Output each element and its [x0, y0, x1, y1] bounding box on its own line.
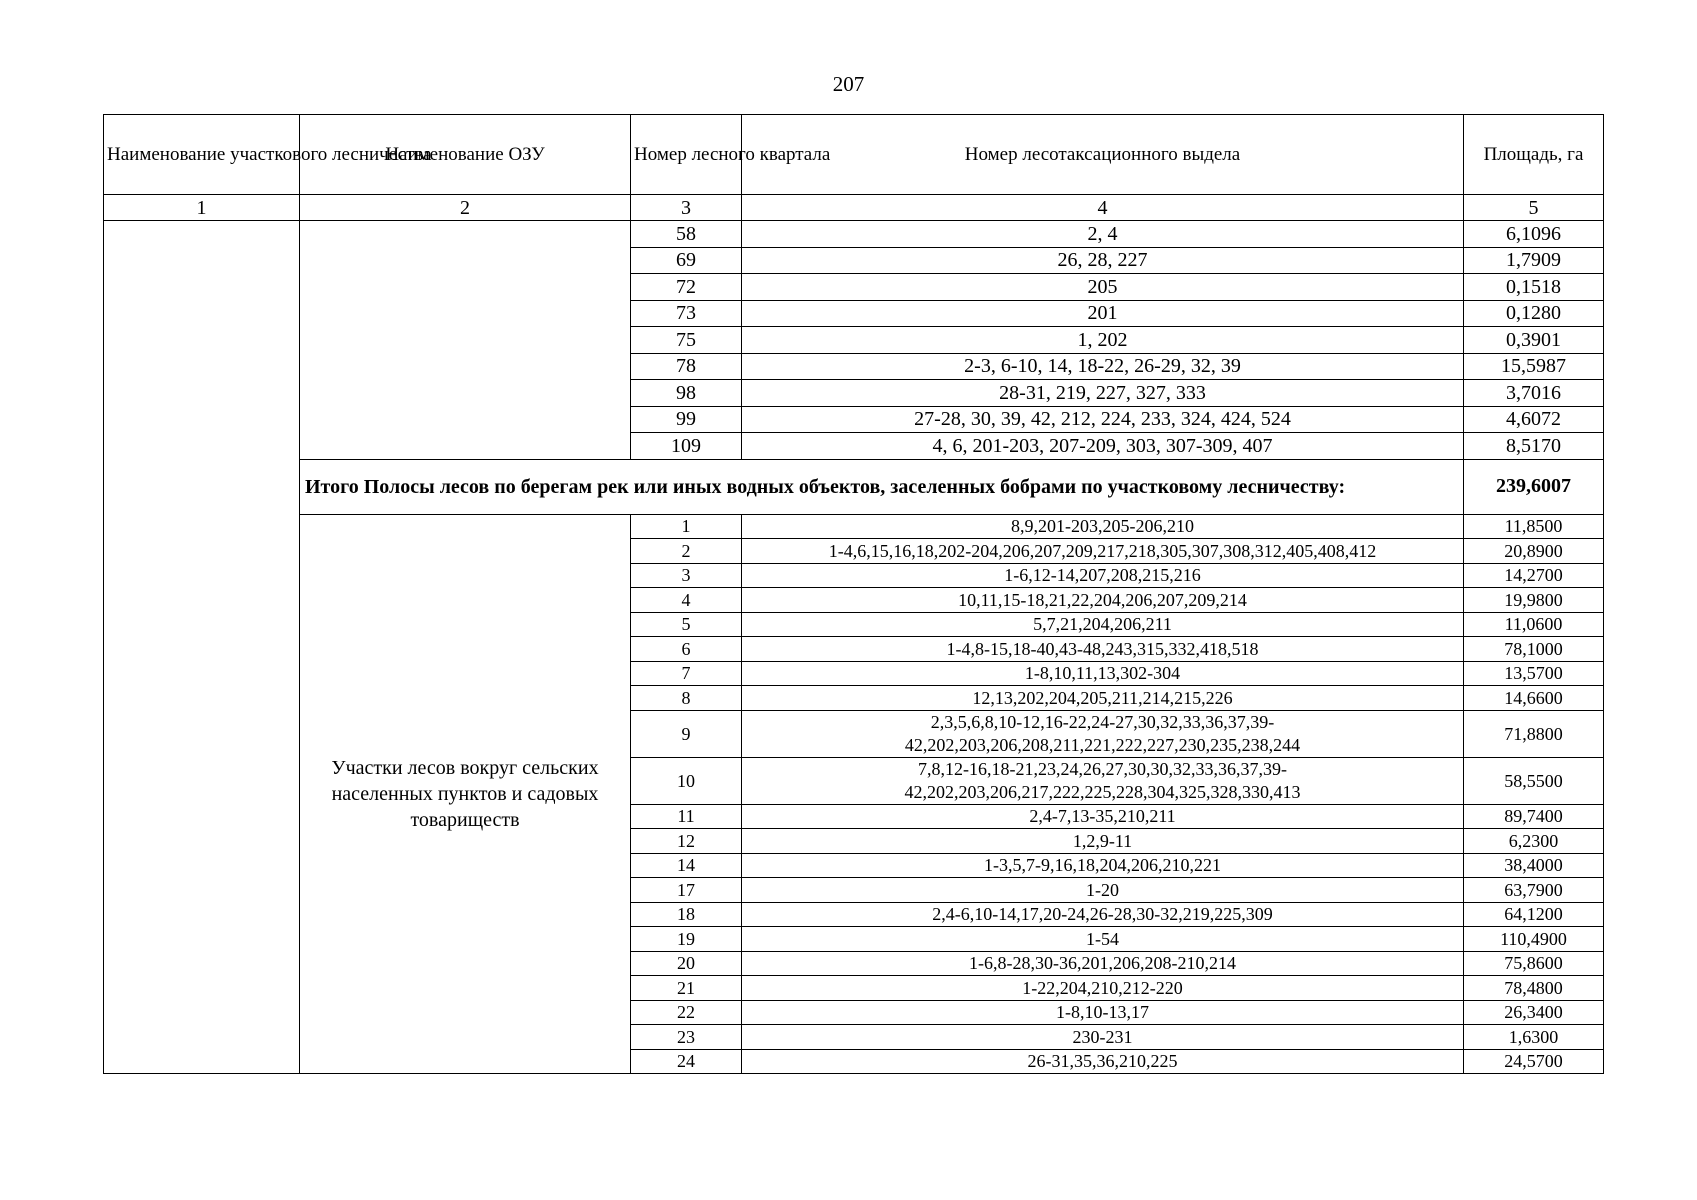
allotment-numbers: 2, 4: [742, 221, 1464, 248]
allotment-numbers: 2,3,5,6,8,10-12,16-22,24-27,30,32,33,36,37,39-42,202,203,206,208,211,221,222,227,230,235,238,244: [742, 710, 1464, 757]
quarter-number: 14: [631, 853, 742, 878]
quarter-number: 23: [631, 1025, 742, 1050]
ozu-name-cell: [300, 221, 631, 460]
area-value: 0,1280: [1464, 300, 1604, 327]
allotment-numbers: 4, 6, 201-203, 207-209, 303, 307-309, 407: [742, 433, 1464, 460]
quarter-number: 98: [631, 380, 742, 407]
quarter-number: 2: [631, 539, 742, 564]
quarter-number: 21: [631, 976, 742, 1001]
quarter-number: 73: [631, 300, 742, 327]
allotment-numbers: 7,8,12-16,18-21,23,24,26,27,30,30,32,33,36,37,39-42,202,203,206,217,222,225,228,304,325,328,330,413: [742, 757, 1464, 804]
quarter-number: 72: [631, 274, 742, 301]
header-row: [104, 115, 1604, 195]
quarter-number: 22: [631, 1000, 742, 1025]
area-value: 13,5700: [1464, 661, 1604, 686]
quarter-number: 69: [631, 247, 742, 274]
area-value: 20,8900: [1464, 539, 1604, 564]
area-value: 1,7909: [1464, 247, 1604, 274]
quarter-number: 8: [631, 686, 742, 711]
allotment-numbers: 2-3, 6-10, 14, 18-22, 26-29, 32, 39: [742, 353, 1464, 380]
allotment-numbers: 1-4,6,15,16,18,202-204,206,207,209,217,218,305,307,308,312,405,408,412: [742, 539, 1464, 564]
allotment-numbers: 2,4-7,13-35,210,211: [742, 804, 1464, 829]
allotment-numbers: 2,4-6,10-14,17,20-24,26-28,30-32,219,225,309: [742, 902, 1464, 927]
allotment-numbers: 1-22,204,210,212-220: [742, 976, 1464, 1001]
allotment-numbers: 26-31,35,36,210,225: [742, 1049, 1464, 1074]
allotment-numbers: 1-54: [742, 927, 1464, 952]
quarter-number: 12: [631, 829, 742, 854]
area-value: 4,6072: [1464, 406, 1604, 433]
column-number: 4: [742, 195, 1464, 221]
area-value: 1,6300: [1464, 1025, 1604, 1050]
quarter-number: 7: [631, 661, 742, 686]
area-value: 6,1096: [1464, 221, 1604, 248]
header-area: Площадь, га: [1464, 115, 1604, 195]
quarter-number: 24: [631, 1049, 742, 1074]
ozu-name-cell: Участки лесов вокруг сельских населенных пунктов и садовых товариществ: [300, 514, 631, 1074]
table-row: [104, 514, 1604, 539]
area-value: 19,9800: [1464, 588, 1604, 613]
allotment-numbers: 8,9,201-203,205-206,210: [742, 514, 1464, 539]
area-value: 8,5170: [1464, 433, 1604, 460]
area-value: 78,1000: [1464, 637, 1604, 662]
allotment-numbers: 1-4,8-15,18-40,43-48,243,315,332,418,518: [742, 637, 1464, 662]
allotment-numbers: 1-20: [742, 878, 1464, 903]
allotment-numbers: 1-6,8-28,30-36,201,206,208-210,214: [742, 951, 1464, 976]
area-value: 26,3400: [1464, 1000, 1604, 1025]
allotment-numbers: 26, 28, 227: [742, 247, 1464, 274]
column-number: 3: [631, 195, 742, 221]
quarter-number: 4: [631, 588, 742, 613]
allotment-numbers: 1-3,5,7-9,16,18,204,206,210,221: [742, 853, 1464, 878]
quarter-number: 3: [631, 563, 742, 588]
column-number: 1: [104, 195, 300, 221]
table-body: [104, 221, 1604, 1074]
allotment-numbers: 1-8,10,11,13,302-304: [742, 661, 1464, 686]
allotment-numbers: 10,11,15-18,21,22,204,206,207,209,214: [742, 588, 1464, 613]
header-allotment-number: Номер лесотаксационного выдела: [742, 115, 1464, 195]
quarter-number: 5: [631, 612, 742, 637]
area-value: 15,5987: [1464, 353, 1604, 380]
area-value: 11,0600: [1464, 612, 1604, 637]
quarter-number: 78: [631, 353, 742, 380]
quarter-number: 99: [631, 406, 742, 433]
allotment-numbers: 5,7,21,204,206,211: [742, 612, 1464, 637]
forest-plots-table: [103, 114, 1604, 1074]
column-number: 2: [300, 195, 631, 221]
area-value: 89,7400: [1464, 804, 1604, 829]
quarter-number: 109: [631, 433, 742, 460]
allotment-numbers: 1, 202: [742, 327, 1464, 354]
total-label: Итого Полосы лесов по берегам рек или иных водных объектов, заселенных бобрами по участковому лесничеству:: [300, 459, 1464, 514]
quarter-number: 10: [631, 757, 742, 804]
area-value: 63,7900: [1464, 878, 1604, 903]
allotment-numbers: 230-231: [742, 1025, 1464, 1050]
area-value: 24,5700: [1464, 1049, 1604, 1074]
quarter-number: 17: [631, 878, 742, 903]
quarter-number: 1: [631, 514, 742, 539]
area-value: 14,2700: [1464, 563, 1604, 588]
allotment-numbers: 28-31, 219, 227, 327, 333: [742, 380, 1464, 407]
table-row: [104, 221, 1604, 248]
quarter-number: 20: [631, 951, 742, 976]
column-number: 5: [1464, 195, 1604, 221]
total-value: 239,6007: [1464, 459, 1604, 514]
allotment-numbers: 27-28, 30, 39, 42, 212, 224, 233, 324, 424, 524: [742, 406, 1464, 433]
column-number-row: [104, 195, 1604, 221]
area-value: 11,8500: [1464, 514, 1604, 539]
area-value: 78,4800: [1464, 976, 1604, 1001]
area-value: 38,4000: [1464, 853, 1604, 878]
total-row: [104, 459, 1604, 514]
area-value: 0,1518: [1464, 274, 1604, 301]
area-value: 0,3901: [1464, 327, 1604, 354]
quarter-number: 58: [631, 221, 742, 248]
quarter-number: 19: [631, 927, 742, 952]
page-number: 207: [832, 72, 865, 96]
quarter-number: 9: [631, 710, 742, 757]
allotment-numbers: 1-8,10-13,17: [742, 1000, 1464, 1025]
area-value: 110,4900: [1464, 927, 1604, 952]
area-value: 75,8600: [1464, 951, 1604, 976]
area-value: 58,5500: [1464, 757, 1604, 804]
area-value: 14,6600: [1464, 686, 1604, 711]
quarter-number: 75: [631, 327, 742, 354]
header-ozu-name: Наименование ОЗУ: [300, 115, 631, 195]
quarter-number: 18: [631, 902, 742, 927]
area-value: 71,8800: [1464, 710, 1604, 757]
allotment-numbers: 205: [742, 274, 1464, 301]
area-value: 3,7016: [1464, 380, 1604, 407]
forestry-district-cell: [104, 221, 300, 1074]
allotment-numbers: 1-6,12-14,207,208,215,216: [742, 563, 1464, 588]
allotment-numbers: 1,2,9-11: [742, 829, 1464, 854]
allotment-numbers: 12,13,202,204,205,211,214,215,226: [742, 686, 1464, 711]
header-forestry-district: Наименование участкового лесничества: [104, 115, 300, 195]
area-value: 64,1200: [1464, 902, 1604, 927]
header-quarter-number: Номер лесного квартала: [631, 115, 742, 195]
quarter-number: 11: [631, 804, 742, 829]
quarter-number: 6: [631, 637, 742, 662]
allotment-numbers: 201: [742, 300, 1464, 327]
area-value: 6,2300: [1464, 829, 1604, 854]
